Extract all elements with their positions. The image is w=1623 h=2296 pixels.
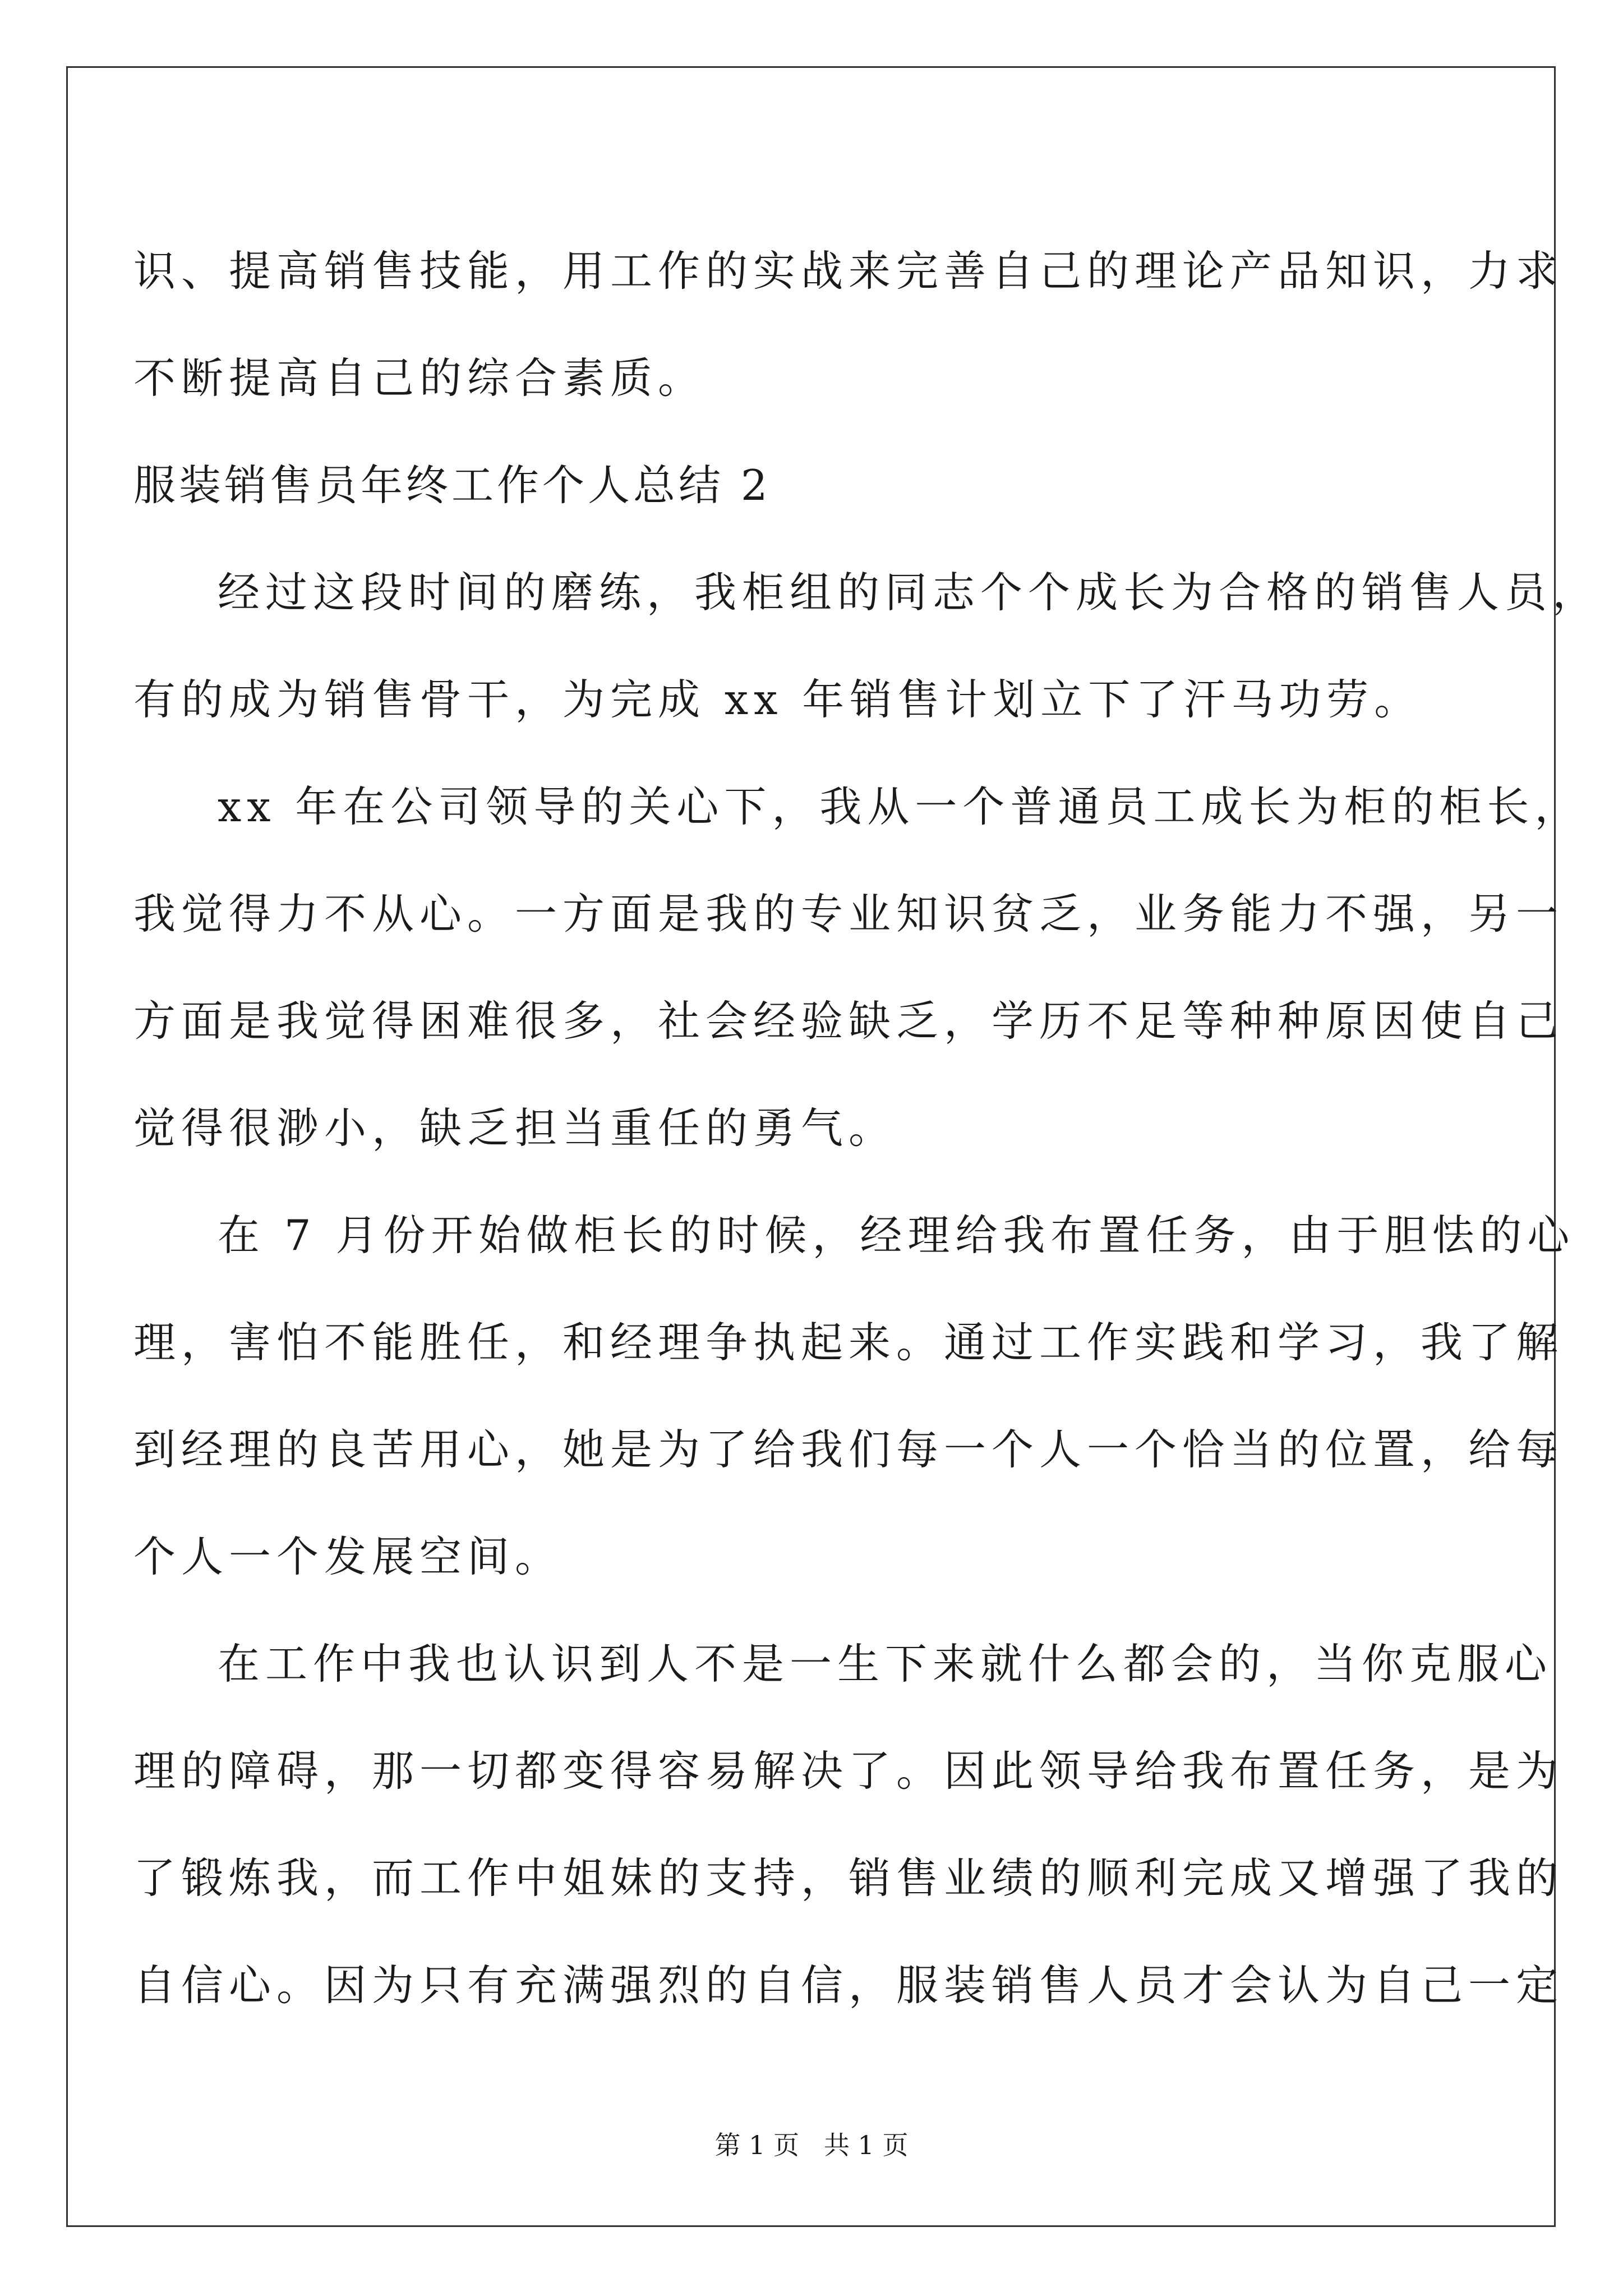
page-footer [0, 2125, 1623, 2162]
body-line-5: 有的成为销售骨干，为完成 xx 年销售计划立下了汗马功劳。 [133, 675, 1422, 724]
body-line-15: 理的障碍，那一切都变得容易解决了。因此领导给我布置任务，是为 [133, 1746, 1564, 1796]
body-line-14: 在工作中我也认识到人不是一生下来就什么都会的，当你克服心 [218, 1639, 1553, 1688]
body-line-6: xx 年在公司领导的关心下，我从一个普通员工成长为柜的柜长， [218, 782, 1583, 831]
body-line-7: 我觉得力不从心。一方面是我的专业知识贫乏，业务能力不强，另一 [133, 889, 1564, 938]
page-number: 第 1 页 [714, 2130, 800, 2160]
section-heading: 服装销售员年终工作个人总结 2 [133, 461, 771, 510]
body-line-13: 个人一个发展空间。 [133, 1532, 563, 1581]
body-line-16: 了锻炼我，而工作中姐妹的支持，销售业绩的顺利完成又增强了我的 [133, 1853, 1564, 1903]
body-line-8: 方面是我觉得困难很多，社会经验缺乏，学历不足等种种原因使自己 [133, 996, 1564, 1046]
body-line-10: 在 7 月份开始做柜长的时候，经理给我布置任务，由于胆怯的心 [218, 1211, 1575, 1260]
page-total: 共 1 页 [823, 2130, 909, 2160]
body-line-1: 识、提高销售技能，用工作的实战来完善自己的理论产品知识，力求 [133, 246, 1564, 296]
body-line-2: 不断提高自己的综合素质。 [133, 353, 706, 403]
body-line-12: 到经理的良苦用心，她是为了给我们每一个人一个恰当的位置，给每 [133, 1425, 1564, 1474]
body-line-11: 理，害怕不能胜任，和经理争执起来。通过工作实践和学习，我了解 [133, 1318, 1564, 1367]
body-line-9: 觉得很渺小，缺乏担当重任的勇气。 [133, 1103, 897, 1153]
body-line-4: 经过这段时间的磨练，我柜组的同志个个成长为合格的销售人员， [218, 568, 1601, 617]
body-line-17: 自信心。因为只有充满强烈的自信，服装销售人员才会认为自己一定 [133, 1961, 1564, 2010]
document-body [133, 218, 1601, 2039]
